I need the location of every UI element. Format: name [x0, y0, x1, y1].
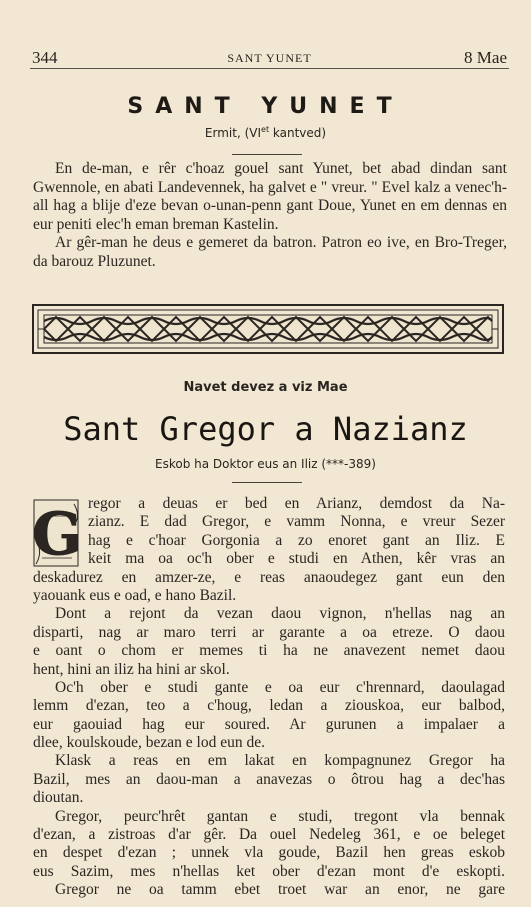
text-line: en despet d'ezan ; unnek vla goude, Bazil hen greas eskob	[33, 844, 505, 862]
text-line: dioutan.	[33, 789, 84, 807]
text-line: yaouank eus e oad, e hano Bazil.	[33, 586, 237, 604]
text-line: zianz. E dad Gregor, e vamm Nonna, e vreur Sezer	[88, 513, 505, 531]
short-rule	[232, 154, 302, 155]
paragraph: En de-man, e rêr c'hoaz gouel sant Yunet, bet abad dindan sant Gwennole, en abati Landevennek, ha galvet e " vreur. " Evel kalz a venec'h-all hag a blije d'eze bevan o-unan-penn gant Doue, Yunet en em dennas en eur peniti elec'h eman breman Kastelin.	[33, 160, 507, 233]
day-label: Navet devez a viz Mae	[183, 380, 348, 395]
page-number: 344	[32, 48, 58, 67]
text-line: Gregor ne oa tamm ebet troet war an enor, ne gare	[55, 881, 505, 899]
text-line: keit ma oa oc'h ober e studi en Athen, kêr vras an	[88, 550, 505, 568]
text-line: Gregor, peurc'hrêt gantan e studi, tregont vla bennak	[55, 807, 505, 825]
text-line: eur gaouiad hag eur soured. Ar gurunen a impalaer a	[33, 715, 505, 733]
saint1-heading: SANT YUNET	[127, 94, 404, 119]
text-line: Oc'h ober e studi gante e oa eur c'hrennard, daoulagad	[55, 678, 505, 696]
text-line: hag e c'hoar Gorgonia a zo enoret gant an Iliz. E	[88, 531, 505, 549]
text-line: Klask a reas en em lakat en kompagnunez Gregor ha	[55, 752, 505, 770]
text-line: eus Sazim, mes n'hellas ket ober d'ezan mont d'e eskopti.	[33, 862, 505, 880]
text-line: d'ezan, a zistroas d'ar gêr. Da ouel Nedeleg 361, e oe beleget	[33, 826, 505, 844]
text-line: Dont a rejont da vezan daou vignon, n'hellas nag an	[55, 605, 505, 623]
running-head	[30, 46, 509, 69]
saint1-subtitle	[0, 125, 531, 140]
dropcap-letter: G	[32, 500, 82, 568]
saint2-subtitle: Eskob ha Doktor eus an Iliz (***-389)	[155, 457, 376, 471]
text-line: dlee, koulskoude, bezan e lod eun de.	[33, 734, 265, 752]
text-line: Bazil, mes an daou-man a anavezas o ôtrou hag a dec'has	[33, 770, 505, 788]
saint1-subtitle-pre: Ermit, (VI	[204, 126, 262, 140]
running-date: 8 Mae	[464, 48, 507, 67]
saint2-text	[33, 495, 505, 900]
short-rule	[232, 482, 302, 483]
text-line: regor a deuas er bed en Arianz, demdost da Na-	[88, 495, 505, 512]
saint1-subtitle-post: kantved)	[269, 126, 327, 140]
text-line: deskadurez en amzer-ze, e reas anaoudegez gant eun den	[33, 568, 505, 586]
text-line: disparti, nag ar maro terri ar garante a oa etreze. O daou	[33, 623, 505, 641]
text-line: hent, hini an iliz ha hini ar skol.	[33, 660, 230, 678]
saint1-text	[33, 160, 507, 272]
text-line: e oant o chom er memes ti ha ne anavezent nemet daou	[33, 642, 505, 660]
celtic-knot-ornament	[32, 304, 504, 354]
paragraph: Ar gêr-man he deus e gemeret da batron. Patron eo ive, en Bro-Treger, da barouz Pluzunet.	[33, 234, 507, 270]
text-line: lemm d'ezan, teo a c'houg, ledan a ziouskoa, eur balbod,	[33, 697, 505, 715]
saint2-heading: Sant Gregor a Nazianz	[63, 410, 468, 448]
running-title: SANT YUNET	[227, 51, 312, 65]
saint1-subtitle-sup: et	[261, 125, 270, 134]
